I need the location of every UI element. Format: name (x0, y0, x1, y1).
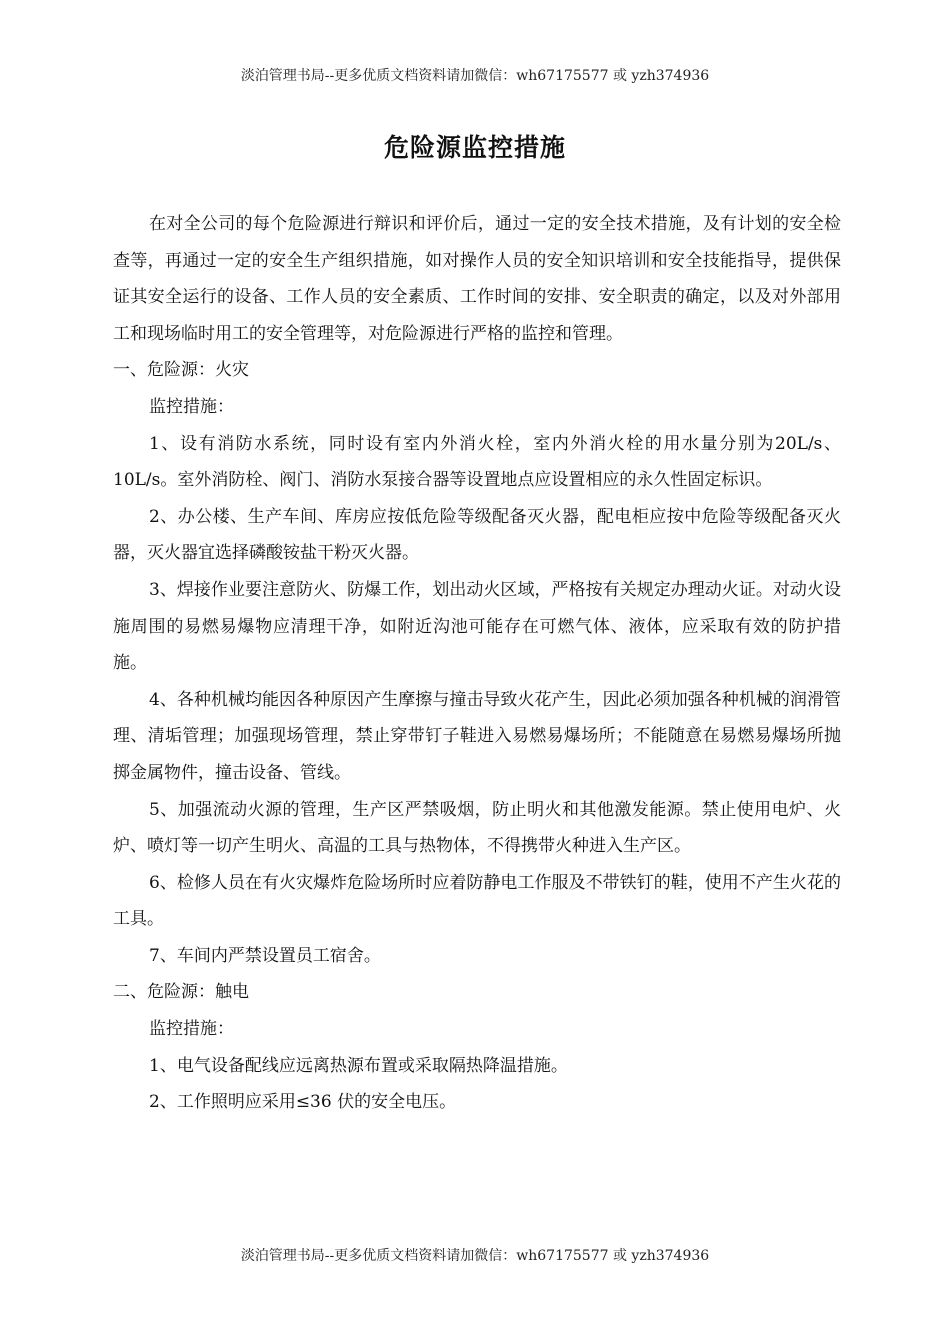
page-footer: 淡泊管理书局--更多优质文档资料请加微信：wh67175577 或 yzh374936 (240, 1248, 710, 1264)
list-item: 3、焊接作业要注意防火、防爆工作，划出动火区域，严格按有关规定办理动火证。对动火设施周围的易燃易爆物应清理干净，如附近沟池可能存在可燃气体、液体，应采取有效的防护措施。 (113, 579, 841, 674)
list-item: 4、各种机械均能因各种原因产生摩擦与撞击导致火花产生，因此必须加强各种机械的润滑管理、清垢管理；加强现场管理，禁止穿带钉子鞋进入易燃易爆场所；不能随意在易燃易爆场所抛掷金属物件，撞击设备、管线。 (113, 689, 841, 783)
page-header: 淡泊管理书局--更多优质文档资料请加微信：wh67175577 或 yzh374936 (240, 68, 710, 84)
list-item: 2、办公楼、生产车间、库房应按低危险等级配备灭火器，配电柜应按中危险等级配备灭火器，灭火器宜选择磷酸铵盐干粉灭火器。 (113, 506, 841, 564)
list-item: 6、检修人员在有火灾爆炸危险场所时应着防静电工作服及不带铁钉的鞋，使用不产生火花的工具。 (113, 872, 841, 930)
intro-paragraph: 在对全公司的每个危险源进行辩识和评价后，通过一定的安全技术措施，及有计划的安全检查等，再通过一定的安全生产组织措施，如对操作人员的安全知识培训和安全技能指导，提供保证其安全运行的设备、工作人员的安全素质、工作时间的安排、安全职责的确定，以及对外部用工和现场临时用工的安全管理等，对危险源进行严格的监控和管理。 (113, 214, 841, 344)
section-subheading-fire: 监控措施： (149, 396, 234, 417)
list-item: 5、加强流动火源的管理，生产区严禁吸烟，防止明火和其他激发能源。禁止使用电炉、火炉、喷灯等一切产生明火、高温的工具与热物体，不得携带火种进入生产区。 (113, 799, 841, 857)
list-item: 1、电气设备配线应远离热源布置或采取隔热降温措施。 (149, 1055, 568, 1076)
section-heading-fire: 一、危险源：火灾 (113, 360, 249, 381)
list-item: 1、设有消防水系统，同时设有室内外消火栓，室内外消火栓的用水量分别为20L/s、10L/s。室外消防栓、阀门、消防水泵接合器等设置地点应设置相应的永久性固定标识。 (113, 433, 841, 491)
section-heading-electric-shock: 二、危险源：触电 (113, 982, 249, 1003)
list-item: 2、工作照明应采用≤36 伏的安全电压。 (149, 1092, 457, 1113)
document-body (113, 206, 841, 1121)
document-title: 危险源监控措施 (383, 133, 566, 162)
list-item: 7、车间内严禁设置员工宿舍。 (149, 945, 381, 966)
section-subheading-electric-shock: 监控措施： (149, 1019, 234, 1040)
